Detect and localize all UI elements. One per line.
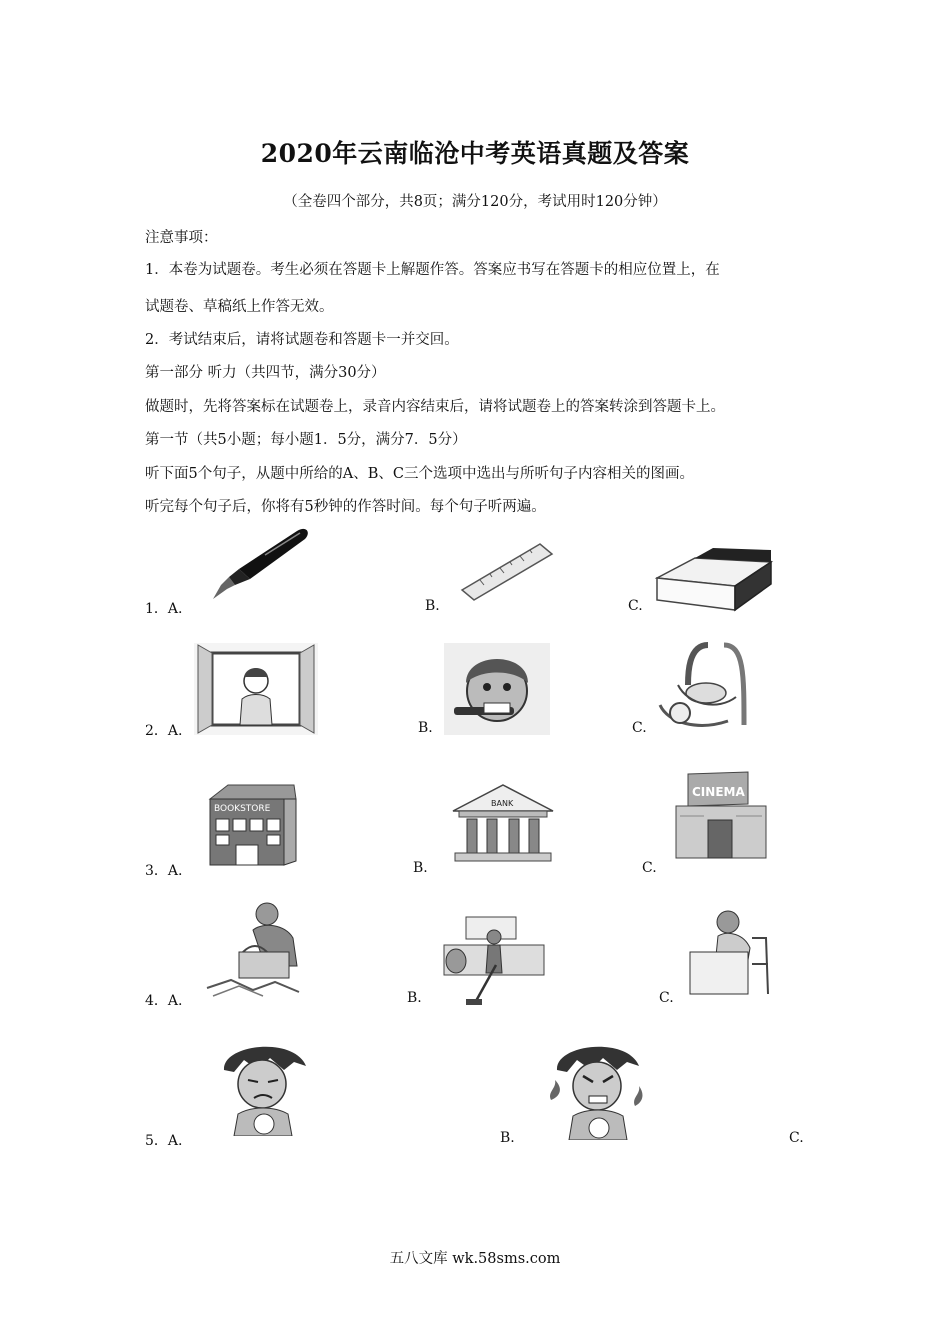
q2-window-picture — [194, 643, 318, 735]
q1-ruler-picture — [460, 540, 555, 602]
q2-toothbrush-picture — [444, 643, 550, 735]
q3-cinema-picture — [674, 770, 768, 860]
part1-instruction: 做题时，先将答案标在试题卷上，录音内容结束后，请将试题卷上的答案转涂到答题卡上。 — [145, 399, 725, 415]
q1-number: 1．A. — [145, 601, 183, 617]
page-title: 2020年云南临沧中考英语真题及答案 — [260, 139, 690, 168]
q3-bank-sign: BANK — [491, 799, 514, 808]
q3-bank-picture — [451, 783, 555, 863]
part1-heading: 第一部分 听力（共四节，满分30分） — [145, 365, 386, 381]
q1-eraser-picture — [655, 540, 775, 612]
q4-option-b: B. — [407, 990, 422, 1006]
q5-number: 5．A. — [145, 1133, 183, 1149]
q2-number: 2．A. — [145, 723, 183, 739]
q3-bookstore-sign: BOOKSTORE — [214, 804, 271, 814]
q4-sweeping-picture — [436, 915, 546, 1007]
q4-cleaning-table-picture — [203, 900, 309, 998]
q4-number: 4．A. — [145, 993, 183, 1009]
q1-pen-picture — [205, 527, 315, 605]
section1-instruction-2: 听完每个句子后，你将有5秒钟的作答时间。每个句子听两遍。 — [145, 499, 546, 515]
q2-option-b: B. — [418, 720, 433, 736]
section1-heading: 第一节（共5小题；每小题1．5分，满分7．5分） — [145, 432, 467, 448]
q3-number: 3．A. — [145, 863, 183, 879]
note-1: 1．本卷为试题卷。考生必须在答题卡上解题作答。答案应书写在答题卡的相应位置上，在 — [145, 262, 720, 278]
q5-sad-boy-picture — [214, 1040, 310, 1136]
footer-source: 五八文库 wk.58sms.com — [389, 1251, 561, 1267]
notes-heading: 注意事项： — [145, 230, 218, 246]
note-1-cont: 试题卷、草稿纸上作答无效。 — [145, 299, 334, 315]
note-2: 2．考试结束后，请将试题卷和答题卡一并交回。 — [145, 332, 459, 348]
q5-option-c: C. — [789, 1130, 804, 1146]
q5-angry-boy-picture — [545, 1040, 645, 1140]
exam-info: （全卷四个部分，共8页；满分120分，考试用时120分钟） — [283, 194, 667, 210]
q1-option-b: B. — [425, 598, 440, 614]
q3-cinema-sign: CINEMA — [692, 785, 745, 799]
q1-option-c: C. — [628, 598, 643, 614]
q2-washing-hands-picture — [658, 635, 766, 735]
q3-option-b: B. — [413, 860, 428, 876]
q3-option-c: C. — [642, 860, 657, 876]
q2-option-c: C. — [632, 720, 647, 736]
q4-writing-picture — [688, 908, 772, 996]
q4-option-c: C. — [659, 990, 674, 1006]
q5-option-b: B. — [500, 1130, 515, 1146]
q3-bookstore-picture — [206, 783, 300, 867]
section1-instruction-1: 听下面5个句子，从题中所给的A、B、C三个选项中选出与所听句子内容相关的图画。 — [145, 466, 694, 482]
